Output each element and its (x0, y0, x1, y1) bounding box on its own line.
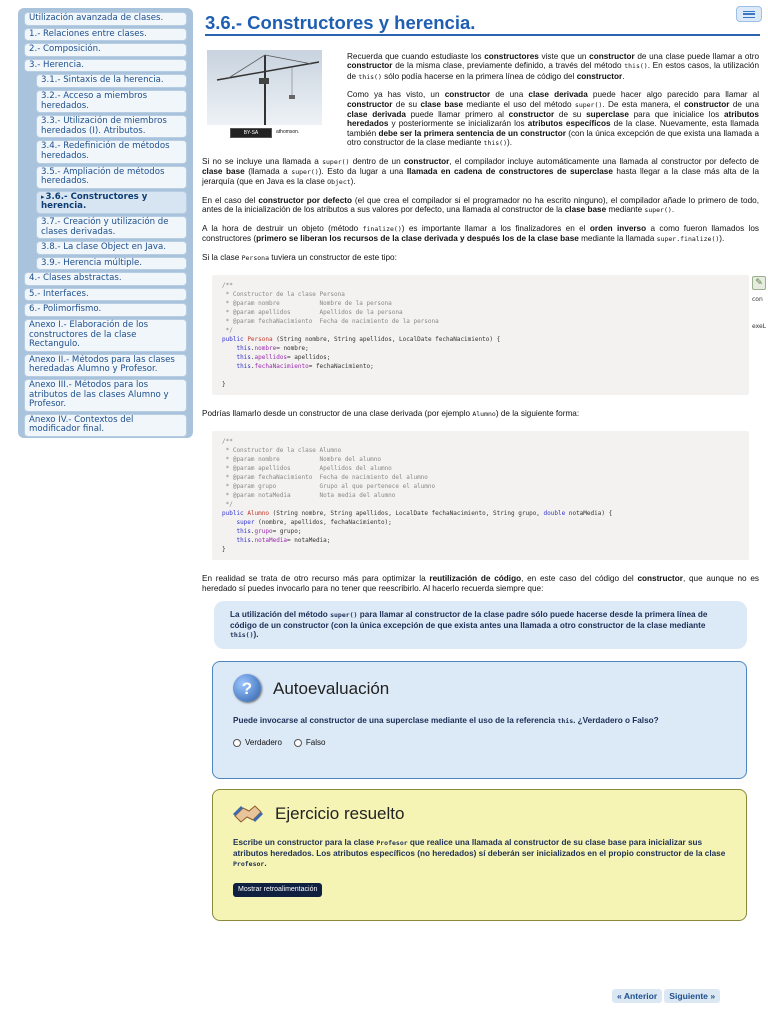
code-block-alumno (212, 431, 749, 560)
radio-false[interactable] (294, 739, 302, 747)
code-line: * @param fechaNacimiento Fecha de nacimiento del alumno (222, 474, 428, 482)
paragraph-8: En realidad se trata de otro recurso más para optimizar la reutilización de código, en este caso del código del constructor, que aunque no es heredado sí puedes invocarlo para no tener que reescribirlo. Al hacerlo recuerda siempre que: (202, 574, 759, 593)
sidebar-item-18[interactable] (24, 379, 187, 412)
sidebar-item-13[interactable] (24, 272, 187, 286)
sidebar-item-label: 4.- Clases abstractas. (29, 273, 122, 284)
code-line: * @param nombre Nombre de la persona (222, 299, 392, 307)
sidebar-item-17[interactable] (24, 354, 187, 377)
sidebar-item-10[interactable] (36, 216, 187, 239)
code-line: * @param fechaNacimiento Fecha de nacimiento de la persona (222, 317, 439, 325)
sidebar-item-0[interactable] (24, 12, 187, 26)
sidebar-item-label: 3.- Herencia. (29, 59, 84, 70)
reminder-note: La utilización del método super() para llamar al constructor de la clase padre sólo puede hacerse desde la primera línea de código de un constructor (con la única excepción de que exista antes una llamada a otro constructor de la clase mediante this()). (214, 601, 747, 649)
menu-button[interactable] (736, 6, 762, 22)
next-button[interactable]: Siguiente » (664, 989, 720, 1003)
show-feedback-button[interactable]: Mostrar retroalimentación (233, 883, 322, 896)
edge-fragment (752, 276, 768, 330)
sidebar-item-15[interactable] (24, 303, 187, 317)
code-line: super (nombre, apellidos, fechaNacimiento); (236, 519, 392, 527)
code-line: * @param nombre Nombre del alumno (222, 456, 381, 464)
code-line: * Constructor de la clase Persona (222, 290, 345, 298)
sidebar-item-label: 1.- Relaciones entre clases. (29, 28, 147, 39)
paragraph-7: Podrías llamarlo desde un constructor de una clase derivada (por ejemplo Alumno) de la siguiente forma: (202, 408, 580, 418)
solved-exercise-box (212, 789, 747, 921)
option-true-label: Verdadero (245, 738, 282, 748)
option-false-label: Falso (305, 738, 326, 748)
code-line (222, 371, 739, 380)
exercise-text: Escribe un constructor para la clase Profesor que realice una llamada al constructor de su clase base para inicializar sus atributos heredados. Los atributos específicos (no heredados) sí deberán ser inicializados en el propio constructor de la clase Profesor. (233, 838, 726, 868)
paragraph-5: A la hora de destruir un objeto (método finalize()) es importante llamar a los finalizadores en el orden inverso a como fueron llamados los constructores (primero se liberan los recursos de la clase derivada y después los de la clase base mediante la llamada super.finalize()). (202, 223, 759, 244)
sidebar-item-9[interactable] (36, 191, 187, 214)
sidebar-item-label: 5.- Interfaces. (29, 288, 89, 299)
code-line: this.notaMedia= notaMedia; (236, 537, 331, 545)
option-true[interactable] (233, 738, 282, 747)
code-line: public Persona (String nombre, String apellidos, LocalDate fechaNacimiento) { (222, 335, 501, 343)
code-line: /** (222, 438, 233, 446)
paragraph-4: En el caso del constructor por defecto (el que crea el compilador si el programador no ha escrito ninguno), el compilador añade lo primero de todo, antes de la inicialización de los atributos a sus valores por defecto, una llamada al constructor de la clase base mediante super(). (202, 195, 759, 215)
sidebar-item-8[interactable] (36, 166, 187, 189)
sidebar-item-3[interactable] (24, 59, 187, 73)
previous-button[interactable]: « Anterior (612, 989, 662, 1003)
crane-image (207, 50, 322, 125)
code-line: this.nombre= nombre; (236, 344, 309, 352)
code-line: /** (222, 281, 233, 289)
self-evaluation-title: Autoevaluación (273, 678, 390, 698)
edge-text-2: exeL (752, 323, 766, 330)
sidebar-item-16[interactable] (24, 319, 187, 352)
sidebar-item-label: Anexo II.- Métodos para las clases heredadas Alumno y Profesor. (29, 354, 175, 375)
sidebar-item-label: 3.1.- Sintaxis de la herencia. (41, 75, 164, 86)
code-line: */ (222, 501, 233, 509)
sidebar-item-label: 3.3.- Utilización de miembros heredados (I). Atributos. (41, 116, 167, 136)
sidebar-item-label: 3.5.- Ampliación de métodos heredados. (41, 166, 165, 187)
sidebar-item-1[interactable] (24, 28, 187, 42)
code-block-persona (212, 275, 749, 395)
code-line: * @param apellidos Apellidos de la persona (222, 308, 403, 316)
image-credit (204, 128, 339, 138)
sidebar-item-label: 2.- Composición. (29, 44, 101, 55)
sidebar-item-7[interactable] (36, 140, 187, 163)
exercise-title: Ejercicio resuelto (275, 803, 405, 823)
sidebar-item-label: 3.8.- La clase Object en Java. (41, 242, 166, 253)
code-line: * @param apellidos Apellidos del alumno (222, 465, 392, 473)
cc-license-badge[interactable]: BY-SA (230, 128, 272, 138)
code-line: this.grupo= grupo; (236, 528, 302, 536)
sidebar-item-label: 6.- Polimorfismo. (29, 304, 102, 315)
page-title: 3.6.- Constructores y herencia. (205, 12, 476, 33)
code-line: * @param grupo Grupo al que pertenece el alumno (222, 483, 436, 491)
self-evaluation-question: Puede invocarse al constructor de una superclase mediante el uso de la referencia this. ¿Verdadero o Falso? (233, 716, 659, 726)
image-author: athomson. (276, 129, 300, 136)
self-evaluation-box (212, 661, 747, 779)
edge-text-1: con (752, 296, 763, 303)
radio-true[interactable] (233, 739, 241, 747)
code-line: this.fechaNacimiento= fechaNacimiento; (236, 362, 374, 370)
sidebar-item-4[interactable] (36, 74, 187, 88)
code-line: * Constructor de la clase Alumno (222, 447, 342, 455)
code-line: } (222, 380, 226, 388)
sidebar-item-label: Anexo I.- Elaboración de los constructores de la clase Rectangulo. (29, 320, 149, 350)
code-line: public Alumno (String nombre, String apellidos, LocalDate fechaNacimiento, String grupo, double notaMedia) { (222, 510, 613, 518)
sidebar-item-label: 3.9.- Herencia múltiple. (41, 257, 142, 268)
sidebar-nav (18, 8, 193, 438)
sidebar-item-label: Anexo III.- Métodos para los atributos de las clases Alumno y Profesor. (29, 380, 169, 410)
sidebar-item-12[interactable] (36, 257, 187, 271)
sidebar-item-label: 3.2.- Acceso a miembros heredados. (41, 90, 148, 111)
main-content (202, 50, 759, 921)
sidebar-item-label: 3.7.- Creación y utilización de clases derivadas. (41, 216, 169, 237)
code-line: */ (222, 326, 233, 334)
hamburger-icon (743, 11, 755, 18)
paragraph-1: Recuerda que cuando estudiaste los constructores viste que un constructor de una clase puede llamar a otro constructor de la misma clase, previamente definido, a través del método this(). En estos casos, la utilización de this() sólo podía hacerse en la primera línea de código del constructor. (347, 52, 760, 81)
title-divider (205, 34, 760, 36)
code-line: this.apellidos= apellidos; (236, 353, 331, 361)
sidebar-item-6[interactable] (36, 115, 187, 138)
sidebar-item-label: Utilización avanzada de clases. (29, 13, 164, 23)
sidebar-item-label: Anexo IV.- Contextos del modificador final. (29, 414, 134, 435)
crane-photo (204, 50, 339, 145)
sidebar-item-14[interactable] (24, 288, 187, 302)
pager (612, 989, 720, 1003)
handshake-icon (233, 802, 263, 824)
paragraph-2: Como ya has visto, un constructor de una clase derivada puede hacer algo parecido para llamar al constructor de su clase base mediante el uso del método super(). De esta manera, el constructor de una clase derivada puede llamar primero al constructor de su superclase para que inicialice los atributos heredados y posteriormente se inicializarán los atributos específicos de la clase. Nuevamente, esta llamada también debe ser la primera sentencia de un constructor (con la única excepción de que exista una llamada a otro constructor de la clase mediante this()). (347, 90, 760, 148)
sidebar-item-19[interactable] (24, 414, 187, 437)
sidebar-item-label: 3.4.- Redefinición de métodos heredados. (41, 141, 170, 161)
option-false[interactable] (294, 738, 326, 747)
sidebar-item-5[interactable] (36, 90, 187, 113)
question-icon: ? (233, 674, 261, 702)
paragraph-6: Si la clase Persona tuviera un constructor de este tipo: (202, 252, 397, 262)
sidebar-item-label: 3.6.- Constructores y herencia. (41, 191, 148, 212)
code-line: } (222, 546, 226, 554)
tool-icon[interactable]: ✎ (752, 276, 766, 290)
sidebar-item-2[interactable] (24, 43, 187, 57)
sidebar-item-11[interactable] (36, 241, 187, 255)
code-line: * @param notaMedia Nota media del alumno (222, 492, 396, 500)
paragraph-3: Si no se incluye una llamada a super() dentro de un constructor, el compilador incluye automáticamente una llamada al constructor por defecto de clase base (llamada a super()). Esto da lugar a una llamada en cadena de constructores de superclase hasta llegar a la clase más alta de la jerarquía (que en Java es la clase Object). (202, 156, 760, 187)
active-arrow-icon: ▸ (41, 192, 45, 201)
